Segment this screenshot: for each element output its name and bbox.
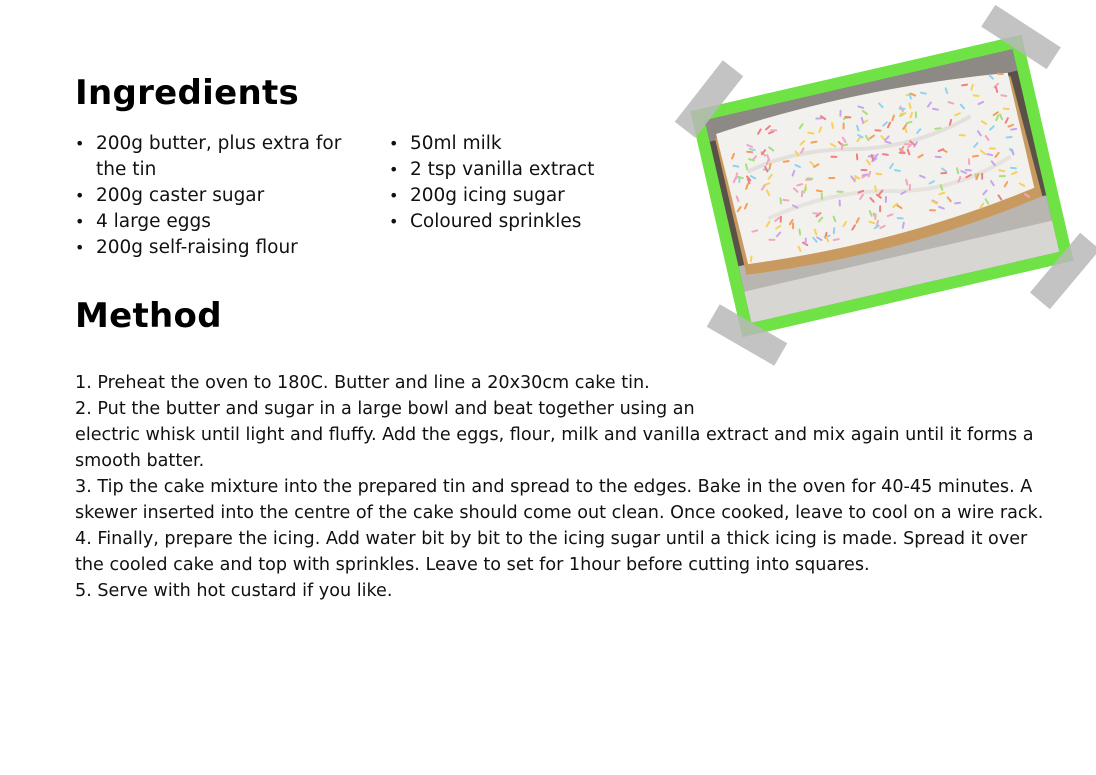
ingredient-item: • 50ml milk — [389, 131, 669, 157]
method-step: electric whisk until light and fluffy. Add the eggs, flour, milk and vanilla extract and mix again until it forms a smooth batter. — [75, 425, 1034, 471]
method-step: 3. Tip the cake mixture into the prepared tin and spread to the edges. Bake in the oven for 40-45 minutes. A skewer inserted into the centre of the cake should come out clean. Once cooked, leave to cool on a wire rack. — [75, 477, 1044, 523]
method-step: 1. Preheat the oven to 180C. Butter and line a 20x30cm cake tin. — [75, 373, 650, 393]
ingredient-item: • Coloured sprinkles — [389, 209, 669, 235]
cake-image — [705, 49, 1060, 323]
ingredient-item: • 200g icing sugar — [389, 183, 669, 209]
ingredient-item: • 200g self-raising flour — [75, 235, 345, 261]
ingredient-item: • 4 large eggs — [75, 209, 345, 235]
method-step: 5. Serve with hot custard if you like. — [75, 581, 393, 601]
method-step: 4. Finally, prepare the icing. Add water bit by bit to the icing sugar until a thick icing is made. Spread it over the cooled cake and top with sprinkles. Leave to set for 1hour before cutting into squares. — [75, 529, 1028, 575]
method-step: 2. Put the butter and sugar in a large bowl and beat together using an — [75, 399, 695, 419]
method-heading: Method — [75, 296, 222, 336]
method-steps — [75, 370, 1050, 604]
cake-photo — [690, 35, 1073, 338]
photo-frame — [690, 35, 1073, 338]
ingredients-list-left — [75, 131, 345, 261]
ingredients-list-right — [389, 131, 669, 235]
ingredient-item: • 200g caster sugar — [75, 183, 345, 209]
ingredient-item: • 2 tsp vanilla extract — [389, 157, 669, 183]
ingredient-item: • 200g butter, plus extra for the tin — [75, 131, 345, 183]
ingredients-heading: Ingredients — [75, 73, 300, 113]
